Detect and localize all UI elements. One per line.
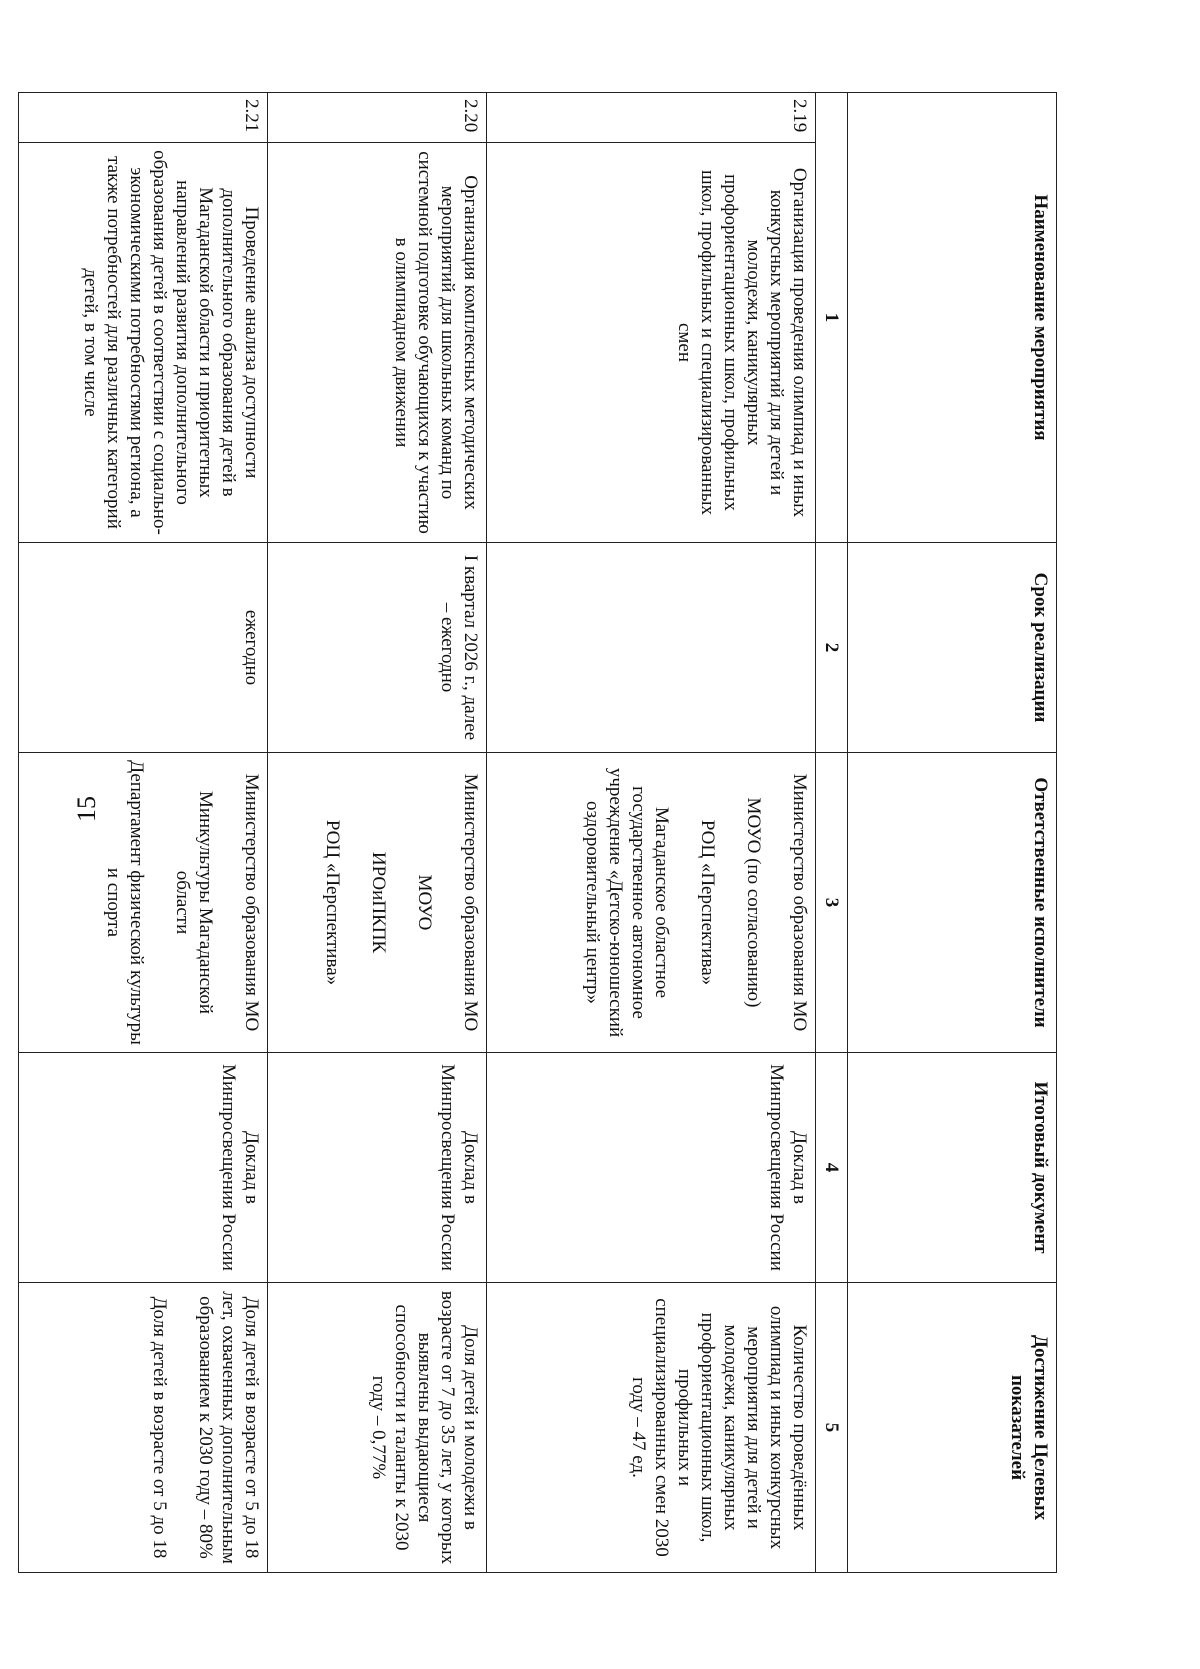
executor: МОУО (по согласованию) — [743, 797, 764, 1008]
row-number: 2.21 — [19, 93, 268, 143]
row-target: Доля детей и молодежи в возрасте от 7 до 35 лет, у которых выявлены выдающиеся способности и таланты к 2030 году – 0,77% — [268, 1283, 487, 1573]
row-name: Организация комплексных методических мероприятий для школьных команд по системной подготовке обучающихся к участию в олимпиадном движении — [268, 143, 487, 543]
row-number: 2.19 — [487, 93, 816, 143]
table-row — [19, 93, 268, 1573]
row-target — [19, 1283, 268, 1573]
executor: РОЦ «Перспектива» — [322, 819, 343, 986]
events-table — [18, 92, 1057, 1573]
table-row — [487, 93, 816, 1573]
executor: Магаданское областное государственное автономное учреждение «Детско-юношеский оздоровительный центр» — [582, 767, 672, 1038]
row-term — [487, 543, 816, 753]
header-target: Достижение Целевых показателей — [848, 1283, 1057, 1573]
executor: РОЦ «Перспектива» — [697, 819, 718, 986]
executor: МОУО — [414, 874, 435, 931]
column-number: 2 — [816, 543, 848, 753]
row-executors — [268, 753, 487, 1053]
header-term: Срок реализации — [848, 543, 1057, 753]
column-number: 3 — [816, 753, 848, 1053]
column-number: 5 — [816, 1283, 848, 1573]
executor: Министерство образования МО — [241, 773, 262, 1032]
table-header-row — [848, 93, 1057, 1573]
row-document: Доклад в Минпросвещения России — [268, 1053, 487, 1283]
row-target: Количество проведённых олимпиад и иных конкурсных мероприятия для детей и молодежи, каникулярных профориентационных школ, профильных и специализированных смен 2030 году – 47 ед. — [487, 1283, 816, 1573]
column-number: 4 — [816, 1053, 848, 1283]
row-document: Доклад в Минпросвещения России — [487, 1053, 816, 1283]
header-name: Наименование мероприятия — [848, 93, 1057, 543]
executor: Министерство образования МО — [460, 773, 481, 1032]
row-term: I квартал 2026 г., далее – ежегодно — [268, 543, 487, 753]
executor: Минкультуры Магаданской области — [172, 790, 216, 1015]
row-document: Доклад в Минпросвещения России — [19, 1053, 268, 1283]
column-number: 1 — [816, 93, 848, 543]
executor: ИРОиПКПК — [368, 851, 389, 954]
row-term: ежегодно — [19, 543, 268, 753]
row-executors — [487, 753, 816, 1053]
row-number: 2.20 — [268, 93, 487, 143]
column-number-row — [816, 93, 848, 1573]
table-row — [268, 93, 487, 1573]
row-name: Организация проведения олимпиад и иных конкурсных мероприятий для детей и молодежи, каникулярных профориентационных школ, профильных школ, профильных и специализированных смен — [487, 143, 816, 543]
page-number: 15 — [72, 796, 101, 822]
header-executors: Ответственные исполнители — [848, 753, 1057, 1053]
target-item: Доля детей в возрасте от 5 до 18 лет, охваченных дополнительным образованием к 2030 году – 80% — [195, 1291, 262, 1564]
header-document: Итоговый документ — [848, 1053, 1057, 1283]
executor: Департамент физической культуры и спорта — [103, 760, 147, 1045]
executor: Министерство образования МО — [789, 773, 810, 1032]
row-name: Проведение анализа доступности дополнительного образования детей в Магаданской области и приоритетных направлений развития дополнительного образования детей в соответствии с социально-экономическими потребностями региона, а также потребностей для различных категорий детей, в том числе — [19, 143, 268, 543]
target-item: Доля детей в возрасте от 5 до 18 — [149, 1296, 170, 1559]
row-executors — [19, 753, 268, 1053]
